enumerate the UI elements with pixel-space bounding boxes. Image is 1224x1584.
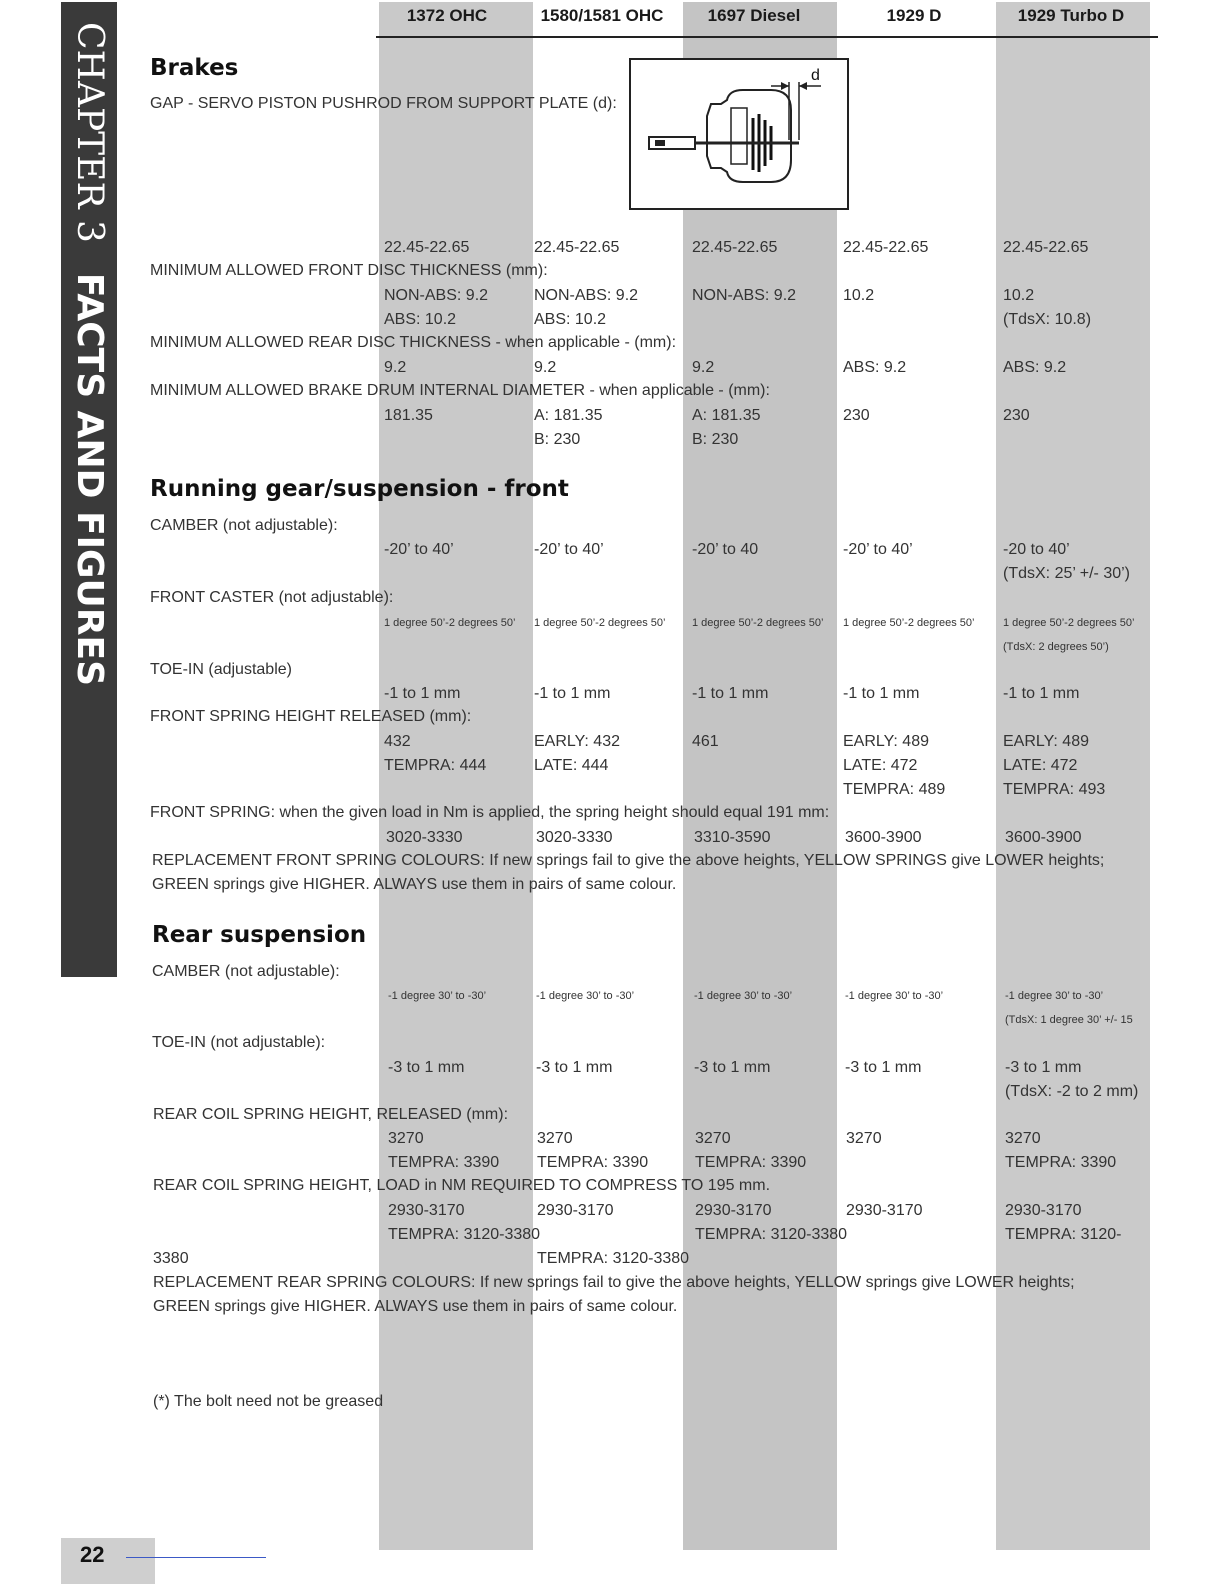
- page-link-underline[interactable]: [126, 1557, 266, 1558]
- front-spring-height-label: FRONT SPRING HEIGHT RELEASED (mm):: [150, 708, 472, 725]
- page-number: 22: [80, 1542, 105, 1567]
- front-spring-load-value: 3600-3900: [845, 829, 922, 846]
- rear-camber-value: -1 degree 30’ to -30’: [845, 990, 944, 1002]
- front-spring-colours-note: [152, 849, 1104, 897]
- front-camber-value: [1003, 538, 1130, 586]
- rear-coil-height-value: [1005, 1127, 1116, 1175]
- front-spring-height-line: EARLY: 489: [1003, 733, 1089, 750]
- section-title-front: Running gear/suspension - front: [150, 476, 569, 502]
- front-caster-value: 1 degree 50’-2 degrees 50’: [534, 617, 666, 629]
- front-disc-value: NON-ABS: 9.2: [692, 287, 797, 304]
- rear-coil-load-wrap: 3380: [153, 1250, 189, 1267]
- rear-coil-load-col2-extra: TEMPRA: 3120-3380: [537, 1250, 690, 1267]
- drum-value: [692, 404, 761, 452]
- rear-toe-value: -3 to 1 mm: [845, 1059, 922, 1076]
- rear-camber-line: -1 degree 30’ to -30’: [1005, 990, 1104, 1002]
- chapter-title: FACTS AND FIGURES: [69, 272, 110, 687]
- diagram-label-d: d: [811, 67, 820, 84]
- front-disc-value: [534, 284, 638, 332]
- front-spring-height-line: EARLY: 432: [534, 733, 620, 750]
- front-disc-label: MINIMUM ALLOWED FRONT DISC THICKNESS (mm):: [150, 262, 548, 279]
- rear-coil-load-value: [695, 1199, 847, 1247]
- drum-value: 230: [1003, 407, 1030, 424]
- rear-coil-height-line: 3270: [1005, 1130, 1041, 1147]
- rear-camber-value: -1 degree 30’ to -30’: [536, 990, 635, 1002]
- drum-label: MINIMUM ALLOWED BRAKE DRUM INTERNAL DIAMETER - when applicable - (mm):: [150, 382, 770, 399]
- front-camber-value: -20’ to 40’: [534, 541, 604, 558]
- drum-value: [534, 404, 603, 452]
- front-spring-height-line: 432: [384, 733, 411, 750]
- front-spring-height-value: [843, 730, 945, 802]
- front-spring-height-line: TEMPRA: 444: [384, 757, 487, 774]
- front-camber-line: (TdsX: 25’ +/- 30’): [1003, 565, 1131, 582]
- rear-coil-height-label: REAR COIL SPRING HEIGHT, RELEASED (mm):: [153, 1106, 509, 1123]
- rear-camber-value: -1 degree 30’ to -30’: [388, 990, 487, 1002]
- gap-value: 22.45-22.65: [384, 239, 470, 256]
- gap-value: 22.45-22.65: [843, 239, 929, 256]
- front-spring-height-line: TEMPRA: 489: [843, 781, 946, 798]
- rear-toe-line: -3 to 1 mm: [1005, 1059, 1082, 1076]
- rear-camber-line: (TdsX: 1 degree 30’ +/- 15: [1005, 1014, 1133, 1026]
- rear-disc-value: ABS: 9.2: [843, 359, 907, 376]
- rear-coil-load-line: TEMPRA: 3120-3380: [388, 1226, 541, 1243]
- gap-label: GAP - SERVO PISTON PUSHROD FROM SUPPORT PLATE (d):: [150, 95, 617, 112]
- section-title-brakes: Brakes: [150, 55, 239, 81]
- rear-colours-line: GREEN springs give HIGHER. ALWAYS use them in pairs of same colour.: [153, 1298, 678, 1315]
- rear-coil-load-value: 2930-3170: [846, 1202, 923, 1219]
- rear-camber-label: CAMBER (not adjustable):: [152, 963, 340, 980]
- rear-toe-value: -3 to 1 mm: [694, 1059, 771, 1076]
- front-camber-value: -20’ to 40’: [384, 541, 454, 558]
- drum-line: B: 230: [692, 431, 739, 448]
- front-spring-load-label: FRONT SPRING: when the given load in Nm is applied, the spring height should equal 191 mm:: [150, 804, 830, 821]
- drum-line: B: 230: [534, 431, 581, 448]
- rear-camber-value: [1005, 984, 1133, 1032]
- rear-disc-value: ABS: 9.2: [1003, 359, 1067, 376]
- column-header-3: 1697 Diesel: [707, 6, 801, 25]
- rear-coil-height-line: TEMPRA: 3390: [537, 1154, 649, 1171]
- front-disc-line: NON-ABS: 9.2: [384, 287, 489, 304]
- front-spring-height-line: LATE: 444: [534, 757, 609, 774]
- servo-pushrod-icon: [631, 60, 847, 208]
- front-caster-label: FRONT CASTER (not adjustable):: [150, 589, 394, 606]
- chapter-heading: [69, 22, 110, 687]
- front-caster-line: (TdsX: 2 degrees 50’): [1003, 641, 1109, 653]
- front-camber-value: -20’ to 40’: [843, 541, 913, 558]
- rear-disc-value: 9.2: [534, 359, 557, 376]
- front-spring-load-value: 3020-3330: [386, 829, 463, 846]
- drum-value: 181.35: [384, 407, 433, 424]
- rear-coil-load-line: TEMPRA: 3120-: [1005, 1226, 1122, 1243]
- front-spring-height-line: LATE: 472: [843, 757, 918, 774]
- column-header-1: 1372 OHC: [406, 6, 488, 25]
- gap-value: 22.45-22.65: [1003, 239, 1089, 256]
- rear-toe-value: -3 to 1 mm: [536, 1059, 613, 1076]
- front-toe-value: -1 to 1 mm: [843, 685, 920, 702]
- front-disc-line: ABS: 10.2: [534, 311, 607, 328]
- front-toe-value: -1 to 1 mm: [1003, 685, 1080, 702]
- rear-coil-load-line: 2930-3170: [695, 1202, 772, 1219]
- rear-disc-value: 9.2: [692, 359, 715, 376]
- rear-coil-height-line: 3270: [537, 1130, 573, 1147]
- rear-spring-colours-note: [153, 1271, 1075, 1319]
- servo-diagram: [629, 58, 849, 210]
- rear-coil-height-line: TEMPRA: 3390: [695, 1154, 807, 1171]
- front-spring-height-line: TEMPRA: 493: [1003, 781, 1106, 798]
- front-disc-value: [1003, 284, 1091, 332]
- column-header-2: 1580/1581 OHC: [540, 6, 664, 25]
- rear-coil-load-value: [388, 1199, 540, 1247]
- rear-coil-height-line: TEMPRA: 3390: [388, 1154, 500, 1171]
- chapter-number: CHAPTER 3: [69, 22, 110, 243]
- front-colours-line: REPLACEMENT FRONT SPRING COLOURS: If new springs fail to give the above heights, YELLOW SPRINGS give LOWER heights;: [152, 852, 1105, 869]
- front-disc-line: (TdsX: 10.8): [1003, 311, 1092, 328]
- rear-toe-line: (TdsX: -2 to 2 mm): [1005, 1083, 1139, 1100]
- rear-disc-value: 9.2: [384, 359, 407, 376]
- drum-line: A: 181.35: [692, 407, 761, 424]
- front-caster-value: 1 degree 50’-2 degrees 50’: [384, 617, 516, 629]
- front-toe-value: -1 to 1 mm: [692, 685, 769, 702]
- front-camber-line: -20 to 40’: [1003, 541, 1070, 558]
- front-disc-line: 10.2: [1003, 287, 1035, 304]
- rear-coil-height-line: 3270: [695, 1130, 731, 1147]
- drum-line: A: 181.35: [534, 407, 603, 424]
- rear-coil-load-line: 2930-3170: [1005, 1202, 1082, 1219]
- rear-coil-load-line: 2930-3170: [388, 1202, 465, 1219]
- front-spring-height-value: [384, 730, 486, 778]
- front-disc-value: 10.2: [843, 287, 875, 304]
- gap-value: 22.45-22.65: [692, 239, 778, 256]
- page-number-box: [61, 1538, 155, 1584]
- rear-coil-height-line: 3270: [388, 1130, 424, 1147]
- front-disc-value: [384, 284, 488, 332]
- column-header-4: 1929 D: [886, 6, 942, 25]
- rear-coil-load-value: 2930-3170: [537, 1202, 614, 1219]
- front-caster-value: [1003, 611, 1134, 659]
- rear-colours-line: REPLACEMENT REAR SPRING COLOURS: If new springs fail to give the above heights, YELLOW springs give LOWER heights;: [153, 1274, 1075, 1291]
- front-caster-value: 1 degree 50’-2 degrees 50’: [843, 617, 975, 629]
- rear-coil-load-value: [1005, 1199, 1121, 1247]
- front-spring-load-value: 3600-3900: [1005, 829, 1082, 846]
- front-spring-height-value: [1003, 730, 1105, 802]
- front-spring-height-line: LATE: 472: [1003, 757, 1078, 774]
- rear-coil-height-value: [695, 1127, 806, 1175]
- rear-coil-height-line: TEMPRA: 3390: [1005, 1154, 1117, 1171]
- rear-camber-value: -1 degree 30’ to -30’: [694, 990, 793, 1002]
- front-spring-height-line: EARLY: 489: [843, 733, 929, 750]
- column-header-5: 1929 Turbo D: [1017, 6, 1125, 25]
- front-spring-height-value: [534, 730, 620, 778]
- rear-toe-value: -3 to 1 mm: [388, 1059, 465, 1076]
- front-camber-value: -20’ to 40: [692, 541, 759, 558]
- drum-value: 230: [843, 407, 870, 424]
- front-disc-line: ABS: 10.2: [384, 311, 457, 328]
- front-toe-value: -1 to 1 mm: [384, 685, 461, 702]
- rear-disc-label: MINIMUM ALLOWED REAR DISC THICKNESS - when applicable - (mm):: [150, 334, 677, 351]
- front-spring-height-value: 461: [692, 733, 719, 750]
- rear-coil-load-line: TEMPRA: 3120-3380: [695, 1226, 848, 1243]
- front-colours-line: GREEN springs give HIGHER. ALWAYS use them in pairs of same colour.: [152, 876, 677, 893]
- section-title-rear: Rear suspension: [152, 922, 367, 948]
- rear-coil-height-value: [388, 1127, 499, 1175]
- footnote: (*) The bolt need not be greased: [153, 1393, 384, 1410]
- front-caster-value: 1 degree 50’-2 degrees 50’: [692, 617, 824, 629]
- front-camber-label: CAMBER (not adjustable):: [150, 517, 338, 534]
- front-spring-load-value: 3020-3330: [536, 829, 613, 846]
- rear-coil-height-value: 3270: [846, 1130, 882, 1147]
- header-rule: [376, 36, 1158, 38]
- rear-toe-value: [1005, 1056, 1138, 1104]
- front-caster-line: 1 degree 50’-2 degrees 50’: [1003, 617, 1135, 629]
- rear-coil-height-value: [537, 1127, 648, 1175]
- front-disc-line: NON-ABS: 9.2: [534, 287, 639, 304]
- front-toe-label: TOE-IN (adjustable): [150, 661, 292, 678]
- rear-toe-label: TOE-IN (not adjustable):: [152, 1034, 326, 1051]
- front-toe-value: -1 to 1 mm: [534, 685, 611, 702]
- rear-coil-load-label: REAR COIL SPRING HEIGHT, LOAD in NM REQUIRED TO COMPRESS TO 195 mm.: [153, 1177, 771, 1194]
- gap-value: 22.45-22.65: [534, 239, 620, 256]
- front-spring-load-value: 3310-3590: [694, 829, 771, 846]
